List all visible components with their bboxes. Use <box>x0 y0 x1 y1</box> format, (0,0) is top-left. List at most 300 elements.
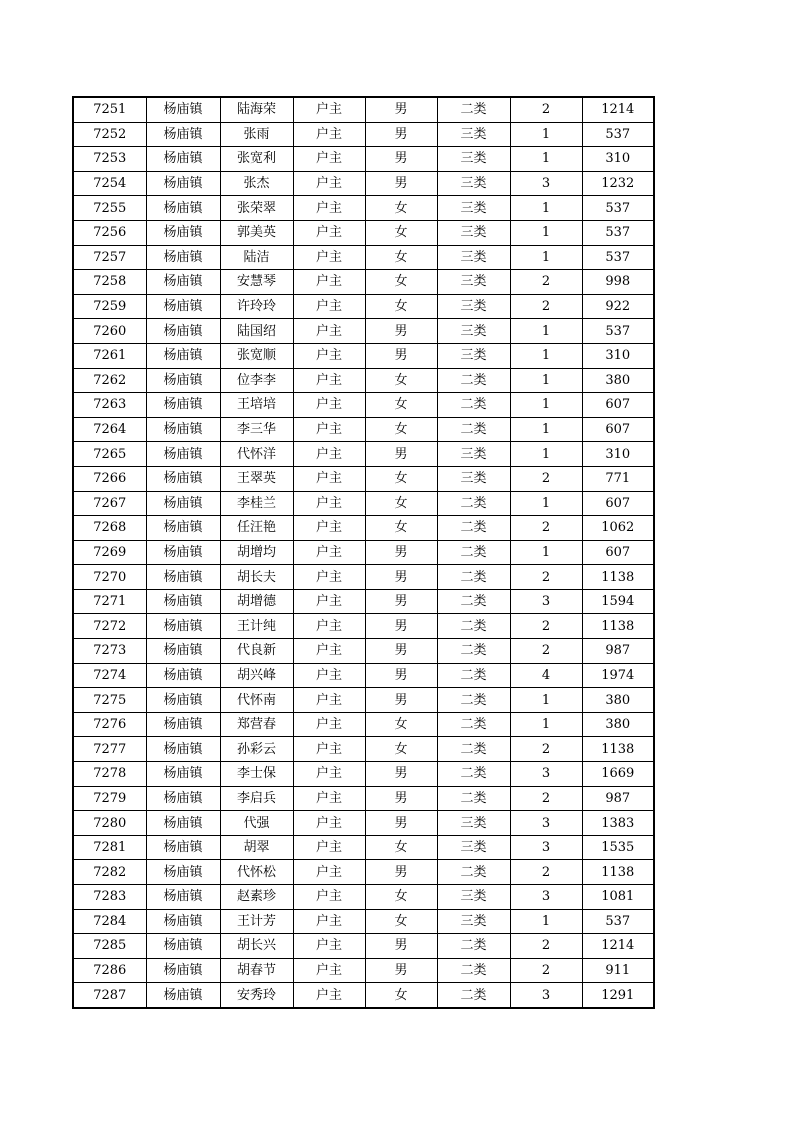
cell-name: 王翠英 <box>220 466 293 491</box>
cell-relation: 户主 <box>293 147 365 172</box>
cell-relation: 户主 <box>293 294 365 319</box>
cell-id: 7273 <box>73 639 146 664</box>
cell-name: 胡增均 <box>220 540 293 565</box>
cell-relation: 户主 <box>293 688 365 713</box>
cell-category: 二类 <box>437 737 510 762</box>
table-row <box>73 442 654 467</box>
cell-amount: 987 <box>582 786 654 811</box>
cell-count: 2 <box>510 958 582 983</box>
table-row <box>73 885 654 910</box>
cell-id: 7279 <box>73 786 146 811</box>
cell-gender: 男 <box>365 97 437 122</box>
cell-id: 7285 <box>73 934 146 959</box>
cell-amount: 922 <box>582 294 654 319</box>
table-row <box>73 639 654 664</box>
cell-relation: 户主 <box>293 466 365 491</box>
cell-category: 二类 <box>437 491 510 516</box>
cell-relation: 户主 <box>293 909 365 934</box>
table-row <box>73 171 654 196</box>
cell-amount: 537 <box>582 220 654 245</box>
cell-id: 7281 <box>73 835 146 860</box>
table-row <box>73 688 654 713</box>
cell-category: 二类 <box>437 589 510 614</box>
table-body <box>73 97 654 1008</box>
cell-id: 7265 <box>73 442 146 467</box>
cell-name: 张雨 <box>220 122 293 147</box>
cell-count: 2 <box>510 516 582 541</box>
data-table <box>72 96 655 1009</box>
cell-category: 二类 <box>437 97 510 122</box>
cell-amount: 1232 <box>582 171 654 196</box>
cell-amount: 607 <box>582 491 654 516</box>
cell-category: 三类 <box>437 835 510 860</box>
cell-name: 胡长夫 <box>220 565 293 590</box>
cell-id: 7283 <box>73 885 146 910</box>
cell-name: 王培培 <box>220 393 293 418</box>
cell-category: 二类 <box>437 860 510 885</box>
cell-id: 7251 <box>73 97 146 122</box>
cell-id: 7255 <box>73 196 146 221</box>
cell-name: 李桂兰 <box>220 491 293 516</box>
cell-town: 杨庙镇 <box>146 958 220 983</box>
table-row <box>73 466 654 491</box>
cell-town: 杨庙镇 <box>146 737 220 762</box>
cell-relation: 户主 <box>293 270 365 295</box>
table-row <box>73 934 654 959</box>
table-row <box>73 122 654 147</box>
cell-amount: 1291 <box>582 983 654 1008</box>
cell-gender: 女 <box>365 491 437 516</box>
cell-name: 任汪艳 <box>220 516 293 541</box>
table-row <box>73 860 654 885</box>
cell-count: 2 <box>510 786 582 811</box>
table-row <box>73 417 654 442</box>
cell-name: 代怀洋 <box>220 442 293 467</box>
cell-amount: 380 <box>582 712 654 737</box>
table-row <box>73 393 654 418</box>
cell-gender: 女 <box>365 196 437 221</box>
cell-town: 杨庙镇 <box>146 688 220 713</box>
cell-town: 杨庙镇 <box>146 417 220 442</box>
cell-gender: 女 <box>365 737 437 762</box>
cell-id: 7267 <box>73 491 146 516</box>
cell-id: 7266 <box>73 466 146 491</box>
cell-gender: 男 <box>365 663 437 688</box>
cell-count: 2 <box>510 466 582 491</box>
cell-amount: 1535 <box>582 835 654 860</box>
cell-amount: 537 <box>582 319 654 344</box>
cell-name: 胡兴峰 <box>220 663 293 688</box>
table-row <box>73 589 654 614</box>
table-row <box>73 786 654 811</box>
cell-amount: 1669 <box>582 762 654 787</box>
cell-id: 7277 <box>73 737 146 762</box>
cell-town: 杨庙镇 <box>146 663 220 688</box>
cell-category: 二类 <box>437 614 510 639</box>
cell-gender: 男 <box>365 639 437 664</box>
cell-gender: 女 <box>365 909 437 934</box>
cell-name: 代怀松 <box>220 860 293 885</box>
cell-amount: 998 <box>582 270 654 295</box>
table-row <box>73 319 654 344</box>
cell-id: 7262 <box>73 368 146 393</box>
cell-name: 胡增德 <box>220 589 293 614</box>
cell-category: 三类 <box>437 811 510 836</box>
cell-category: 三类 <box>437 245 510 270</box>
cell-relation: 户主 <box>293 786 365 811</box>
cell-id: 7280 <box>73 811 146 836</box>
cell-amount: 987 <box>582 639 654 664</box>
cell-category: 二类 <box>437 368 510 393</box>
cell-town: 杨庙镇 <box>146 294 220 319</box>
cell-count: 2 <box>510 614 582 639</box>
cell-town: 杨庙镇 <box>146 220 220 245</box>
table-row <box>73 712 654 737</box>
cell-town: 杨庙镇 <box>146 811 220 836</box>
table-row <box>73 565 654 590</box>
cell-count: 1 <box>510 343 582 368</box>
cell-id: 7261 <box>73 343 146 368</box>
cell-count: 2 <box>510 737 582 762</box>
table-row <box>73 540 654 565</box>
cell-category: 二类 <box>437 663 510 688</box>
table-row <box>73 97 654 122</box>
cell-category: 三类 <box>437 171 510 196</box>
cell-amount: 1214 <box>582 97 654 122</box>
cell-relation: 户主 <box>293 663 365 688</box>
cell-gender: 女 <box>365 270 437 295</box>
cell-gender: 男 <box>365 860 437 885</box>
cell-amount: 771 <box>582 466 654 491</box>
cell-category: 三类 <box>437 466 510 491</box>
table-row <box>73 270 654 295</box>
cell-relation: 户主 <box>293 737 365 762</box>
cell-town: 杨庙镇 <box>146 835 220 860</box>
cell-name: 代强 <box>220 811 293 836</box>
cell-name: 王计纯 <box>220 614 293 639</box>
cell-gender: 男 <box>365 565 437 590</box>
cell-town: 杨庙镇 <box>146 171 220 196</box>
cell-id: 7286 <box>73 958 146 983</box>
cell-count: 1 <box>510 712 582 737</box>
cell-relation: 户主 <box>293 171 365 196</box>
cell-count: 1 <box>510 540 582 565</box>
cell-amount: 1138 <box>582 565 654 590</box>
cell-relation: 户主 <box>293 934 365 959</box>
cell-name: 安慧琴 <box>220 270 293 295</box>
cell-amount: 537 <box>582 909 654 934</box>
cell-amount: 537 <box>582 196 654 221</box>
cell-count: 1 <box>510 442 582 467</box>
cell-count: 2 <box>510 294 582 319</box>
cell-relation: 户主 <box>293 97 365 122</box>
cell-town: 杨庙镇 <box>146 393 220 418</box>
cell-count: 1 <box>510 688 582 713</box>
cell-town: 杨庙镇 <box>146 442 220 467</box>
cell-gender: 女 <box>365 885 437 910</box>
cell-amount: 1383 <box>582 811 654 836</box>
cell-town: 杨庙镇 <box>146 516 220 541</box>
cell-name: 胡长兴 <box>220 934 293 959</box>
cell-count: 2 <box>510 860 582 885</box>
cell-gender: 男 <box>365 934 437 959</box>
table-row <box>73 343 654 368</box>
cell-category: 二类 <box>437 712 510 737</box>
cell-gender: 男 <box>365 147 437 172</box>
cell-count: 3 <box>510 885 582 910</box>
cell-category: 二类 <box>437 688 510 713</box>
table-row <box>73 196 654 221</box>
cell-category: 二类 <box>437 786 510 811</box>
cell-relation: 户主 <box>293 343 365 368</box>
cell-count: 1 <box>510 393 582 418</box>
cell-amount: 537 <box>582 245 654 270</box>
cell-relation: 户主 <box>293 491 365 516</box>
cell-town: 杨庙镇 <box>146 343 220 368</box>
cell-name: 胡翠 <box>220 835 293 860</box>
cell-count: 1 <box>510 319 582 344</box>
cell-count: 1 <box>510 147 582 172</box>
cell-gender: 女 <box>365 835 437 860</box>
cell-count: 2 <box>510 565 582 590</box>
cell-amount: 911 <box>582 958 654 983</box>
cell-count: 3 <box>510 811 582 836</box>
cell-relation: 户主 <box>293 835 365 860</box>
cell-relation: 户主 <box>293 958 365 983</box>
cell-town: 杨庙镇 <box>146 909 220 934</box>
cell-id: 7259 <box>73 294 146 319</box>
cell-count: 1 <box>510 220 582 245</box>
cell-gender: 女 <box>365 516 437 541</box>
cell-relation: 户主 <box>293 368 365 393</box>
cell-name: 李三华 <box>220 417 293 442</box>
cell-town: 杨庙镇 <box>146 270 220 295</box>
table-row <box>73 220 654 245</box>
cell-name: 王计芳 <box>220 909 293 934</box>
cell-gender: 男 <box>365 958 437 983</box>
cell-id: 7264 <box>73 417 146 442</box>
cell-id: 7282 <box>73 860 146 885</box>
cell-relation: 户主 <box>293 540 365 565</box>
cell-relation: 户主 <box>293 417 365 442</box>
cell-category: 三类 <box>437 319 510 344</box>
cell-category: 二类 <box>437 958 510 983</box>
cell-count: 1 <box>510 417 582 442</box>
cell-town: 杨庙镇 <box>146 614 220 639</box>
cell-relation: 户主 <box>293 983 365 1008</box>
cell-name: 赵素珍 <box>220 885 293 910</box>
cell-amount: 1138 <box>582 860 654 885</box>
cell-town: 杨庙镇 <box>146 712 220 737</box>
cell-town: 杨庙镇 <box>146 196 220 221</box>
cell-town: 杨庙镇 <box>146 245 220 270</box>
cell-category: 三类 <box>437 442 510 467</box>
table-row <box>73 958 654 983</box>
cell-count: 2 <box>510 270 582 295</box>
cell-name: 陆国绍 <box>220 319 293 344</box>
cell-name: 陆海荣 <box>220 97 293 122</box>
cell-gender: 女 <box>365 712 437 737</box>
cell-amount: 1974 <box>582 663 654 688</box>
cell-gender: 女 <box>365 393 437 418</box>
cell-count: 1 <box>510 196 582 221</box>
cell-amount: 1081 <box>582 885 654 910</box>
cell-id: 7276 <box>73 712 146 737</box>
table-row <box>73 909 654 934</box>
cell-town: 杨庙镇 <box>146 319 220 344</box>
cell-count: 1 <box>510 368 582 393</box>
cell-gender: 女 <box>365 368 437 393</box>
cell-amount: 537 <box>582 122 654 147</box>
cell-name: 郑营春 <box>220 712 293 737</box>
cell-id: 7256 <box>73 220 146 245</box>
cell-id: 7254 <box>73 171 146 196</box>
cell-town: 杨庙镇 <box>146 885 220 910</box>
cell-id: 7272 <box>73 614 146 639</box>
cell-count: 2 <box>510 639 582 664</box>
cell-relation: 户主 <box>293 196 365 221</box>
cell-relation: 户主 <box>293 393 365 418</box>
cell-name: 陆洁 <box>220 245 293 270</box>
cell-count: 1 <box>510 245 582 270</box>
table-row <box>73 811 654 836</box>
cell-relation: 户主 <box>293 220 365 245</box>
cell-id: 7271 <box>73 589 146 614</box>
cell-gender: 女 <box>365 294 437 319</box>
cell-id: 7268 <box>73 516 146 541</box>
cell-count: 3 <box>510 589 582 614</box>
cell-gender: 男 <box>365 614 437 639</box>
cell-amount: 1214 <box>582 934 654 959</box>
table-row <box>73 147 654 172</box>
cell-id: 7257 <box>73 245 146 270</box>
cell-gender: 女 <box>365 220 437 245</box>
cell-name: 孙彩云 <box>220 737 293 762</box>
cell-town: 杨庙镇 <box>146 860 220 885</box>
table-row <box>73 491 654 516</box>
cell-id: 7253 <box>73 147 146 172</box>
cell-gender: 男 <box>365 319 437 344</box>
cell-amount: 310 <box>582 442 654 467</box>
cell-town: 杨庙镇 <box>146 491 220 516</box>
cell-relation: 户主 <box>293 639 365 664</box>
cell-category: 三类 <box>437 343 510 368</box>
cell-name: 张荣翠 <box>220 196 293 221</box>
cell-id: 7275 <box>73 688 146 713</box>
cell-id: 7260 <box>73 319 146 344</box>
cell-name: 郭美英 <box>220 220 293 245</box>
cell-name: 代怀南 <box>220 688 293 713</box>
cell-relation: 户主 <box>293 860 365 885</box>
cell-count: 1 <box>510 122 582 147</box>
table-row <box>73 245 654 270</box>
cell-gender: 女 <box>365 983 437 1008</box>
cell-name: 李启兵 <box>220 786 293 811</box>
cell-town: 杨庙镇 <box>146 786 220 811</box>
cell-category: 二类 <box>437 762 510 787</box>
cell-name: 李士保 <box>220 762 293 787</box>
cell-category: 三类 <box>437 122 510 147</box>
table-row <box>73 983 654 1008</box>
cell-amount: 607 <box>582 417 654 442</box>
cell-category: 三类 <box>437 196 510 221</box>
cell-amount: 380 <box>582 688 654 713</box>
cell-category: 二类 <box>437 639 510 664</box>
cell-amount: 607 <box>582 393 654 418</box>
cell-town: 杨庙镇 <box>146 983 220 1008</box>
cell-relation: 户主 <box>293 319 365 344</box>
cell-count: 2 <box>510 934 582 959</box>
cell-category: 二类 <box>437 393 510 418</box>
cell-id: 7287 <box>73 983 146 1008</box>
cell-gender: 男 <box>365 171 437 196</box>
cell-gender: 男 <box>365 343 437 368</box>
cell-gender: 男 <box>365 786 437 811</box>
cell-amount: 1138 <box>582 737 654 762</box>
cell-town: 杨庙镇 <box>146 934 220 959</box>
cell-gender: 男 <box>365 811 437 836</box>
cell-relation: 户主 <box>293 565 365 590</box>
cell-id: 7274 <box>73 663 146 688</box>
cell-id: 7263 <box>73 393 146 418</box>
cell-relation: 户主 <box>293 811 365 836</box>
cell-count: 3 <box>510 762 582 787</box>
cell-relation: 户主 <box>293 245 365 270</box>
cell-category: 三类 <box>437 147 510 172</box>
cell-category: 三类 <box>437 909 510 934</box>
cell-category: 三类 <box>437 294 510 319</box>
cell-id: 7269 <box>73 540 146 565</box>
cell-id: 7284 <box>73 909 146 934</box>
cell-name: 位李李 <box>220 368 293 393</box>
cell-category: 二类 <box>437 417 510 442</box>
cell-category: 三类 <box>437 885 510 910</box>
cell-amount: 310 <box>582 343 654 368</box>
table-row <box>73 294 654 319</box>
cell-category: 二类 <box>437 540 510 565</box>
cell-gender: 女 <box>365 466 437 491</box>
table-row <box>73 516 654 541</box>
cell-name: 张杰 <box>220 171 293 196</box>
cell-count: 4 <box>510 663 582 688</box>
cell-gender: 男 <box>365 688 437 713</box>
cell-name: 许玲玲 <box>220 294 293 319</box>
cell-amount: 380 <box>582 368 654 393</box>
cell-relation: 户主 <box>293 614 365 639</box>
cell-relation: 户主 <box>293 122 365 147</box>
cell-category: 二类 <box>437 983 510 1008</box>
cell-town: 杨庙镇 <box>146 762 220 787</box>
cell-id: 7252 <box>73 122 146 147</box>
cell-amount: 1062 <box>582 516 654 541</box>
cell-id: 7270 <box>73 565 146 590</box>
table-row <box>73 614 654 639</box>
cell-amount: 607 <box>582 540 654 565</box>
cell-town: 杨庙镇 <box>146 639 220 664</box>
table-row <box>73 737 654 762</box>
cell-gender: 男 <box>365 762 437 787</box>
cell-gender: 男 <box>365 122 437 147</box>
cell-count: 2 <box>510 97 582 122</box>
cell-relation: 户主 <box>293 589 365 614</box>
cell-relation: 户主 <box>293 762 365 787</box>
cell-id: 7278 <box>73 762 146 787</box>
cell-relation: 户主 <box>293 442 365 467</box>
cell-gender: 女 <box>365 245 437 270</box>
cell-gender: 男 <box>365 540 437 565</box>
cell-town: 杨庙镇 <box>146 565 220 590</box>
cell-gender: 男 <box>365 589 437 614</box>
